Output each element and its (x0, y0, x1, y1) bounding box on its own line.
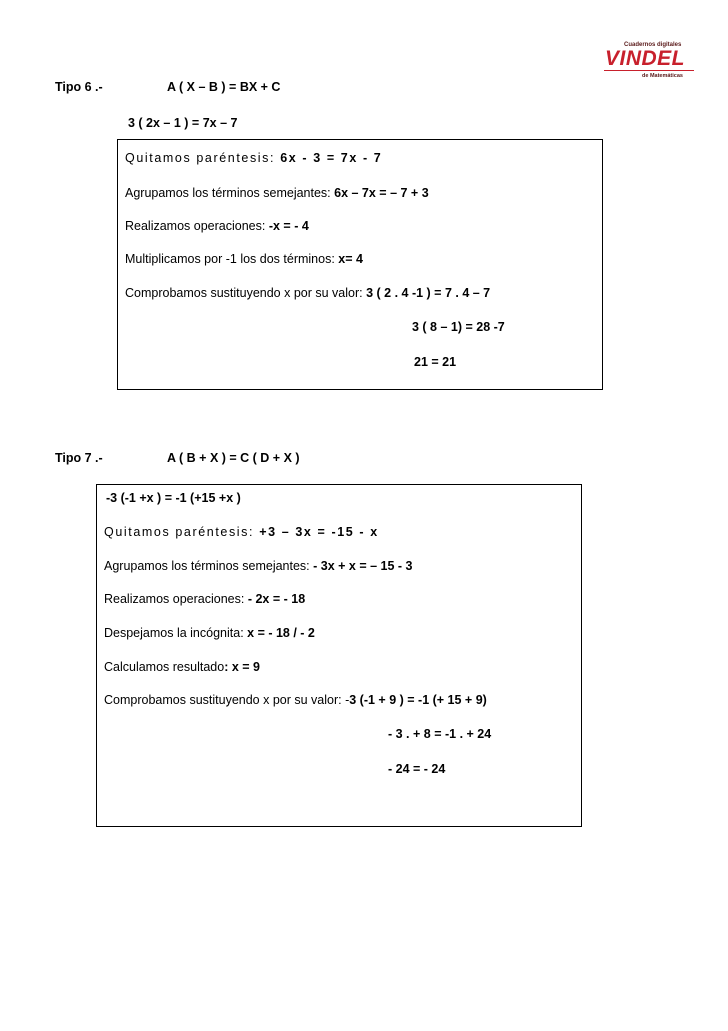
tipo7-step-1 (104, 525, 379, 539)
tipo6-step-5 (125, 286, 490, 300)
tipo7-step-6 (104, 693, 487, 707)
step-text: Quitamos paréntesis: (104, 525, 260, 539)
tipo6-check-2: 21 = 21 (414, 355, 457, 369)
tipo6-label: Tipo 6 .- (55, 80, 103, 94)
tipo7-equation: -3 (-1 +x ) = -1 (+15 +x ) (106, 491, 241, 505)
tipo7-label: Tipo 7 .- (55, 451, 103, 465)
step-result: +3 – 3x = -15 - x (259, 525, 379, 539)
logo-sub-text: de Matemáticas (642, 73, 683, 79)
logo-brand: VINDEL (605, 47, 686, 70)
step-result: x= 4 (338, 252, 363, 266)
step-text: Multiplicamos por -1 los dos términos: (125, 252, 339, 266)
vindel-logo (604, 40, 696, 90)
step-result: x = - 18 / - 2 (247, 626, 315, 640)
tipo6-formula: A ( X – B ) = BX + C (167, 80, 281, 94)
tipo6-step-4 (125, 252, 363, 266)
step-result: 3 (-1 + 9 ) = -1 (+ 15 + 9) (349, 693, 487, 707)
tipo7-formula: A ( B + X ) = C ( D + X ) (167, 451, 300, 465)
step-text: Realizamos operaciones: (125, 219, 269, 233)
tipo7-step-2 (104, 559, 413, 573)
step-text: Calculamos resultado (104, 660, 225, 674)
tipo6-step-3 (125, 219, 309, 233)
step-result: -x = - 4 (268, 219, 309, 233)
step-result: 6x – 7x = – 7 + 3 (334, 186, 429, 200)
step-result: 3 ( 2 . 4 -1 ) = 7 . 4 – 7 (366, 286, 491, 300)
step-text: Realizamos operaciones: (104, 592, 248, 606)
tipo6-equation: 3 ( 2x – 1 ) = 7x – 7 (128, 116, 238, 130)
tipo7-step-4 (104, 626, 315, 640)
step-result: : x = 9 (224, 660, 260, 674)
step-text: Quitamos paréntesis: (125, 151, 281, 165)
tipo7-step-5 (104, 660, 260, 674)
tipo7-check-1: - 3 . + 8 = -1 . + 24 (388, 727, 492, 741)
step-text: Comprobamos sustituyendo x por su valor: (125, 286, 367, 300)
step-text: Comprobamos sustituyendo x por su valor: - (104, 693, 350, 707)
tipo7-check-2: - 24 = - 24 (388, 762, 446, 776)
tipo7-step-3 (104, 592, 305, 606)
step-result: - 2x = - 18 (247, 592, 306, 606)
step-result: 6x - 3 = 7x - 7 (280, 151, 383, 165)
logo-divider (604, 70, 694, 71)
logo-top-text: Cuadernos digitales (624, 42, 682, 48)
tipo6-step-1 (125, 151, 382, 165)
tipo6-check-1: 3 ( 8 – 1) = 28 -7 (412, 320, 505, 334)
step-text: Agrupamos los términos semejantes: (125, 186, 335, 200)
step-text: Despejamos la incógnita: (104, 626, 248, 640)
step-result: - 3x + x = – 15 - 3 (313, 559, 413, 573)
step-text: Agrupamos los términos semejantes: (104, 559, 314, 573)
tipo6-step-2 (125, 186, 429, 200)
